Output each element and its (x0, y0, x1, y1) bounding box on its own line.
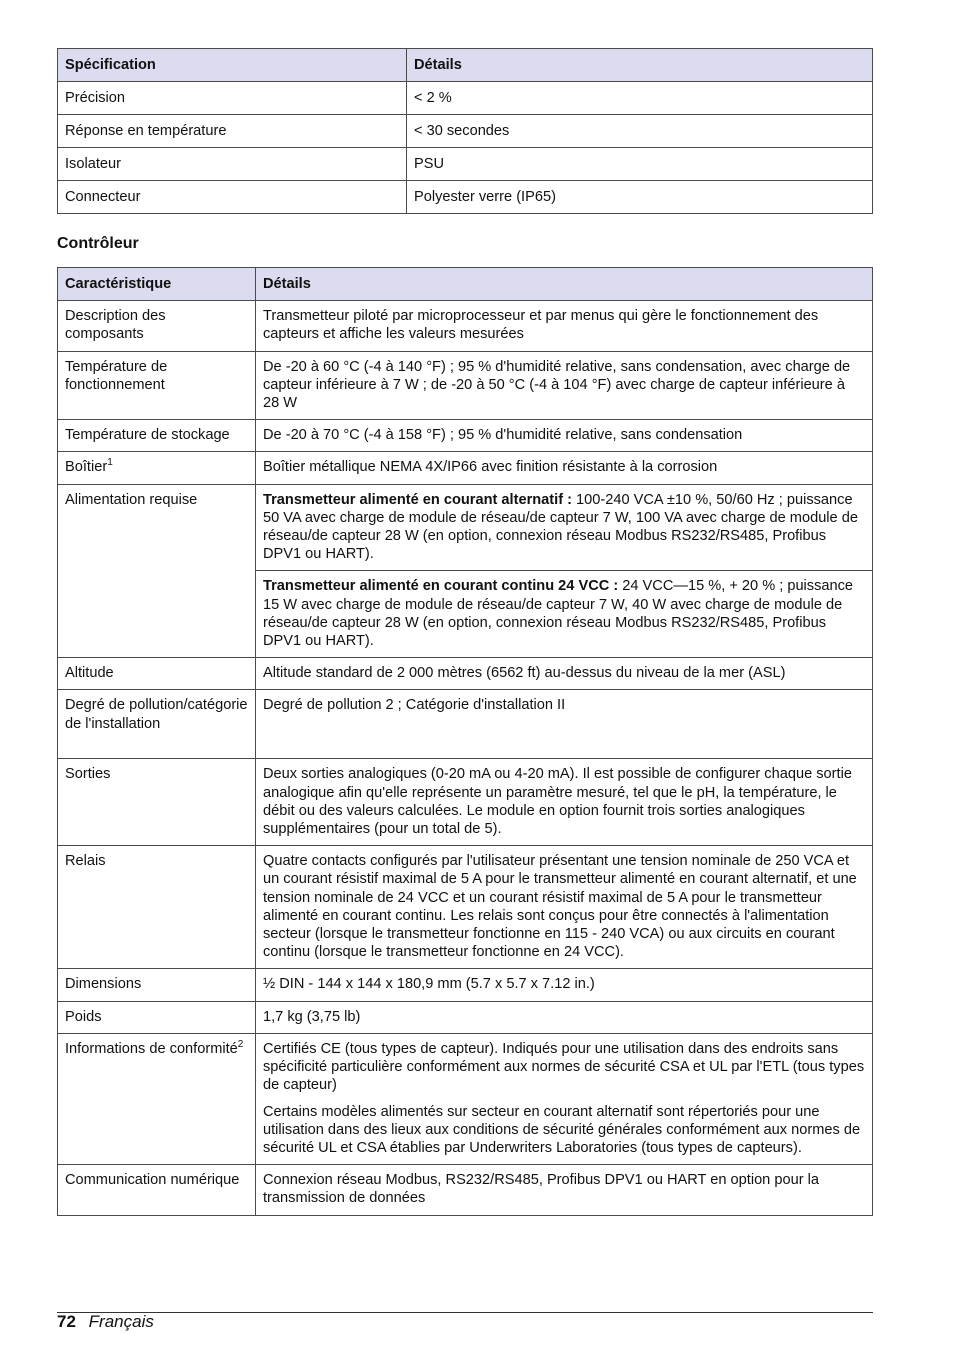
row-label: Sorties (58, 759, 256, 846)
detail-text: 24 VCC—15 %, + 20 % ; puissance 15 W avec charge de module de réseau/de capteur 7 W, 40 W avec charge de module de réseau/de capteur 28 W (en option, connexion réseau Modbus RS232/RS485, Profibus DPV1 ou HART). (263, 578, 854, 650)
table-row (58, 1001, 873, 1033)
row-value: Degré de pollution 2 ; Catégorie d'installation II (256, 690, 873, 759)
footnote-ref: 2 (237, 1038, 244, 1050)
page-number: 72 (57, 1312, 76, 1331)
bold-lead: Transmetteur alimenté en courant alternatif : (263, 491, 572, 508)
row-label: Poids (58, 1001, 256, 1033)
header-details: Détails (407, 49, 873, 82)
table-row (58, 969, 873, 1001)
row-value: De -20 à 70 °C (-4 à 158 °F) ; 95 % d'humidité relative, sans condensation (256, 420, 873, 452)
row-value: Transmetteur piloté par microprocesseur et par menus qui gère le fonctionnement des capteurs et affiche les valeurs mesurées (256, 301, 873, 351)
table-row (58, 452, 873, 484)
row-label: Dimensions (58, 969, 256, 1001)
row-label: Connecteur (58, 181, 407, 214)
row-label: Description des composants (58, 301, 256, 351)
row-value: Altitude standard de 2 000 mètres (6562 ft) au-dessus du niveau de la mer (ASL) (256, 658, 873, 690)
row-label: Communication numérique (58, 1165, 256, 1215)
detail-paragraph: Certains modèles alimentés sur secteur en courant alternatif sont répertoriés pour une utilisation dans des lieux aux conditions de sécurité générales conformément aux normes de sécurité UL et CSA établies par Underwriters Laboratories (tous types de capteurs). (263, 1103, 861, 1156)
specification-table (57, 48, 873, 214)
table-row (58, 181, 873, 214)
bold-lead: Transmetteur alimenté en courant continu 24 VCC : (263, 578, 619, 595)
row-label: Précision (58, 82, 407, 115)
page-footer (57, 1312, 154, 1332)
row-value: Connexion réseau Modbus, RS232/RS485, Profibus DPV1 ou HART en option pour la transmission de données (256, 1165, 873, 1215)
row-value (256, 1033, 873, 1164)
row-label (58, 452, 256, 484)
table-row (58, 148, 873, 181)
row-value: PSU (407, 148, 873, 181)
row-value: Boîtier métallique NEMA 4X/IP66 avec finition résistante à la corrosion (256, 452, 873, 484)
footnote-ref: 1 (107, 457, 113, 469)
footer-language: Français (88, 1312, 154, 1331)
footer-divider (57, 1312, 873, 1313)
row-label: Température de stockage (58, 420, 256, 452)
row-label: Température de fonctionnement (58, 351, 256, 420)
table-row (58, 658, 873, 690)
table-row (58, 846, 873, 969)
row-value: 1,7 kg (3,75 lb) (256, 1001, 873, 1033)
row-value: Polyester verre (IP65) (407, 181, 873, 214)
header-characteristic: Caractéristique (58, 268, 256, 301)
row-value: < 2 % (407, 82, 873, 115)
table-header-row (58, 49, 873, 82)
table-row (58, 759, 873, 846)
row-value: Quatre contacts configurés par l'utilisateur présentant une tension nominale de 250 VCA et un courant résistif maximal de 5 A pour le transmetteur alimenté en courant alternatif, et une tension nominale de 24 VCC et un courant résistif maximal de 5 A pour le transmetteur alimenté en courant continu. Les relais sont conçus pour être connectés à l'alimentation secteur (lorsque le transmetteur fonctionne en 115 - 240 VCA) ou aux circuits en courant continu (lorsque le transmetteur fonctionne en 24 VCC). (256, 846, 873, 969)
detail-text: 100-240 VCA ±10 %, 50/60 Hz ; puissance 50 VA avec charge de module de réseau/de capteur 7 W, 100 VA avec charge de module de réseau/de capteur 28 W (en option, connexion réseau Modbus RS232/RS485, Profibus DPV1 ou HART). (263, 491, 858, 563)
row-label: Isolateur (58, 148, 407, 181)
table-row (58, 82, 873, 115)
row-value: Deux sorties analogiques (0-20 mA ou 4-20 mA). Il est possible de configurer chaque sortie analogique afin qu'elle représente un paramètre mesuré, tel que le pH, la température, le débit ou des valeurs calculées. Le module en option fournit trois sorties analogiques supplémentaires (pour un total de 5). (256, 759, 873, 846)
label-text: Boîtier (65, 459, 108, 476)
row-value: < 30 secondes (407, 115, 873, 148)
table-row (58, 420, 873, 452)
row-label: Alimentation requise (58, 484, 256, 658)
section-title-controller: Contrôleur (57, 235, 139, 252)
label-text: Informations de conformité (65, 1040, 238, 1057)
table-header-row (58, 268, 873, 301)
table-row (58, 351, 873, 420)
header-details: Détails (256, 268, 873, 301)
detail-paragraph: Certifiés CE (tous types de capteur). Indiqués pour une utilisation dans des endroits sans spécificité particulière conformément aux normes de sécurité CSA et UL par l'ETL (tous types de capteur) (263, 1040, 865, 1094)
row-label: Réponse en température (58, 115, 407, 148)
row-value (256, 571, 873, 658)
row-value: ½ DIN - 144 x 144 x 180,9 mm (5.7 x 5.7 x 7.12 in.) (256, 969, 873, 1001)
controller-table (57, 267, 873, 1216)
row-label (58, 1033, 256, 1164)
row-value (256, 484, 873, 571)
table-row (58, 1033, 873, 1164)
header-specification: Spécification (58, 49, 407, 82)
row-value: De -20 à 60 °C (-4 à 140 °F) ; 95 % d'humidité relative, sans condensation, avec charge de capteur inférieure à 7 W ; de -20 à 50 °C (-4 à 104 °F) avec charge de capteur inférieure à 28 W (256, 351, 873, 420)
row-label: Relais (58, 846, 256, 969)
row-label: Altitude (58, 658, 256, 690)
table-row (58, 115, 873, 148)
table-row (58, 301, 873, 351)
table-row (58, 484, 873, 571)
table-row (58, 1165, 873, 1215)
row-label: Degré de pollution/catégorie de l'installation (58, 690, 256, 759)
table-row (58, 690, 873, 759)
